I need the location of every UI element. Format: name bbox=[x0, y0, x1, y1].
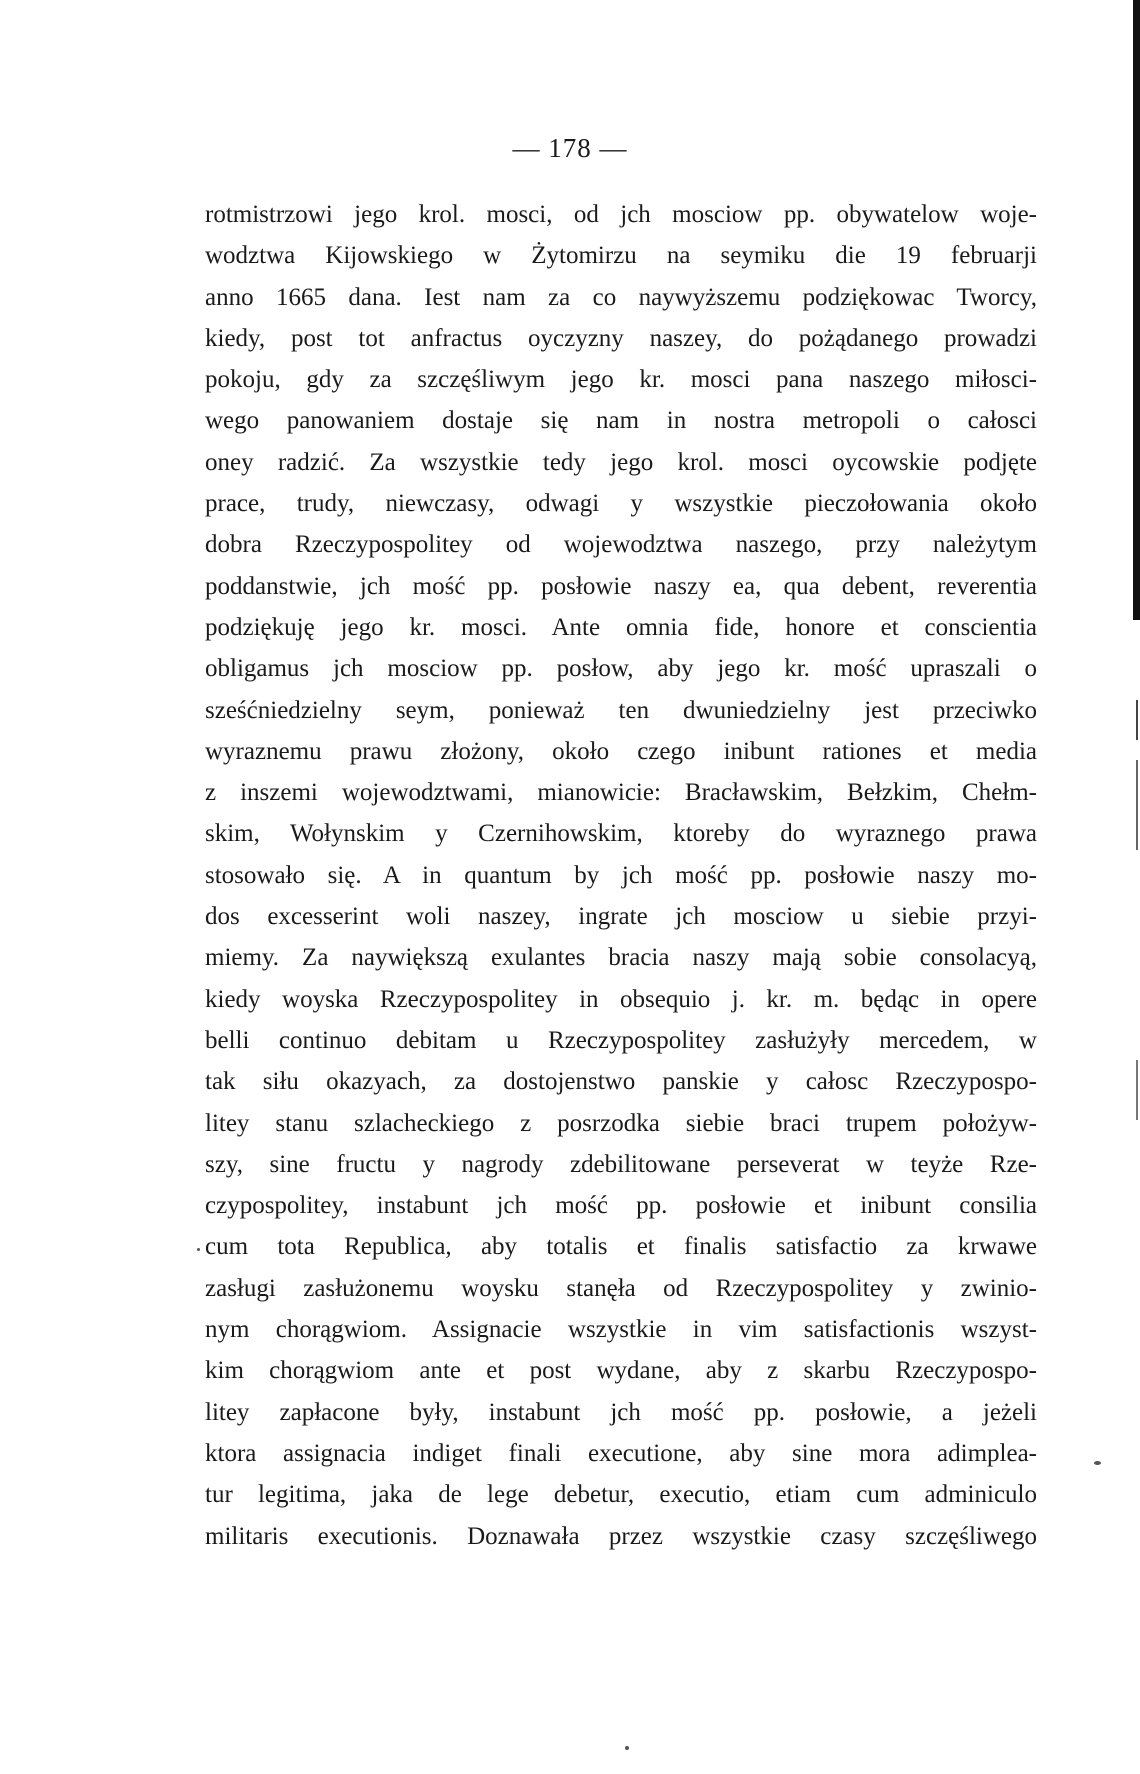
text-line: miemy. Za naywiększą exulantes bracia naszy mają sobie consolacyą, bbox=[205, 944, 1037, 972]
scan-edge-mark bbox=[1133, 0, 1140, 620]
text-line: podziękuję jego kr. mosci. Ante omnia fide, honore et conscientia bbox=[205, 613, 1037, 641]
scan-speck bbox=[625, 1746, 629, 1750]
text-line: sześćniedzielny seym, ponieważ ten dwuniedzielny jest przeciwko bbox=[205, 696, 1037, 724]
text-line: skim, Wołynskim y Czernihowskim, ktoreby do wyraznego prawa bbox=[205, 820, 1037, 848]
text-line: anno 1665 dana. Iest nam za co naywyższemu podziękowac Tworcy, bbox=[205, 283, 1037, 311]
text-line: czypospolitey, instabunt jch mość pp. posłowie et inibunt consilia bbox=[205, 1192, 1037, 1220]
text-line: rotmistrzowi jego krol. mosci, od jch mosciow pp. obywatelow woje- bbox=[205, 201, 1037, 228]
text-line: obligamus jch mosciow pp. posłow, aby jego kr. mość upraszali o bbox=[205, 655, 1037, 683]
scan-speck bbox=[1094, 1461, 1101, 1465]
text-line: wyraznemu prawu złożony, około czego inibunt rationes et media bbox=[205, 737, 1037, 765]
body-text bbox=[205, 194, 1037, 1557]
text-line: wego panowaniem dostaje się nam in nostra metropoli o całosci bbox=[205, 407, 1037, 435]
text-line: ktora assignacia indiget finali executione, aby sine mora adimplea- bbox=[205, 1439, 1037, 1467]
text-line: litey stanu szlacheckiego z posrzodka siebie braci trupem położyw- bbox=[205, 1109, 1037, 1137]
scan-edge-mark bbox=[1136, 1060, 1138, 1120]
scan-speck bbox=[197, 1248, 200, 1251]
text-line: cum tota Republica, aby totalis et finalis satisfactio za krwawe bbox=[205, 1233, 1037, 1261]
text-line: nym chorągwiom. Assignacie wszystkie in vim satisfactionis wszyst- bbox=[205, 1316, 1037, 1344]
text-line: zasługi zasłużonemu woysku stanęła od Rzeczypospolitey y zwinio- bbox=[205, 1274, 1037, 1302]
text-line: prace, trudy, niewczasy, odwagi y wszystkie pieczołowania około bbox=[205, 490, 1037, 518]
text-line: stosowało się. A in quantum by jch mość pp. posłowie naszy mo- bbox=[205, 861, 1037, 889]
text-line: szy, sine fructu y nagrody zdebilitowane perseverat w teyże Rze- bbox=[205, 1150, 1037, 1178]
text-line: kim chorągwiom ante et post wydane, aby z skarbu Rzeczypospo- bbox=[205, 1357, 1037, 1385]
text-line: z inszemi wojewodztwami, mianowicie: Bracławskim, Bełzkim, Chełm- bbox=[205, 779, 1037, 807]
text-line: kiedy woyska Rzeczypospolitey in obsequio j. kr. m. będąc in opere bbox=[205, 985, 1037, 1013]
text-line: dos excesserint woli naszey, ingrate jch mosciow u siebie przyi- bbox=[205, 903, 1037, 931]
text-line: militaris executionis. Doznawała przez wszystkie czasy szczęśliwego bbox=[205, 1522, 1037, 1550]
text-line: oney radzić. Za wszystkie tedy jego krol. mosci oycowskie podjęte bbox=[205, 448, 1037, 476]
text-line: dobra Rzeczypospolitey od wojewodztwa naszego, przy należytym bbox=[205, 531, 1037, 559]
text-line: litey zapłacone były, instabunt jch mość pp. posłowie, a jeżeli bbox=[205, 1398, 1037, 1426]
text-line: pokoju, gdy za szczęśliwym jego kr. mosci pana naszego miłosci- bbox=[205, 366, 1037, 394]
scan-edge-mark bbox=[1136, 700, 1138, 740]
page-number: — 178 — bbox=[512, 133, 628, 163]
scan-edge-mark bbox=[1136, 760, 1138, 850]
text-line: tur legitima, jaka de lege debetur, executio, etiam cum adminiculo bbox=[205, 1481, 1037, 1509]
text-line: kiedy, post tot anfractus oyczyzny naszey, do pożądanego prowadzi bbox=[205, 324, 1037, 352]
text-line: poddanstwie, jch mość pp. posłowie naszy ea, qua debent, reverentia bbox=[205, 572, 1037, 600]
text-line: tak siłu okazyach, za dostojenstwo panskie y całosc Rzeczypospo- bbox=[205, 1068, 1037, 1096]
text-line: belli continuo debitam u Rzeczypospolitey zasłużyły mercedem, w bbox=[205, 1026, 1037, 1054]
text-line: wodztwa Kijowskiego w Żytomirzu na seymiku die 19 februarji bbox=[205, 242, 1037, 270]
